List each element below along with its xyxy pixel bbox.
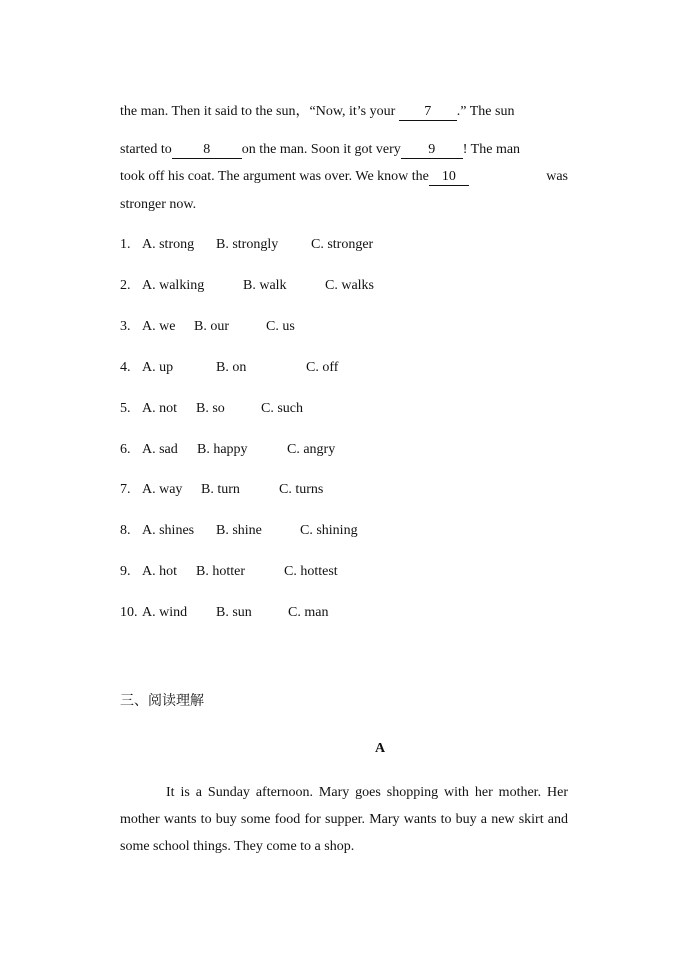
option-b: B. sun <box>216 605 252 620</box>
option-c: C. hottest <box>284 564 338 579</box>
cloze-line-3 <box>120 163 568 190</box>
option-row <box>120 562 520 582</box>
cloze-text: on the man. Soon it got very <box>241 142 401 157</box>
option-num: 1. <box>120 237 131 252</box>
option-b: B. walk <box>243 278 287 293</box>
option-a: A. shines <box>142 523 195 538</box>
option-num: 6. <box>120 442 131 457</box>
option-c: C. walks <box>325 278 374 293</box>
option-row <box>120 480 520 500</box>
option-num: 2. <box>120 278 131 293</box>
option-b: B. our <box>194 319 229 334</box>
option-num: 4. <box>120 360 131 375</box>
option-c: C. man <box>288 605 329 620</box>
option-c: C. shining <box>300 523 358 538</box>
option-c: C. stronger <box>311 237 374 252</box>
option-row <box>120 276 520 296</box>
option-row <box>120 440 520 460</box>
blank-9: 9 <box>401 142 463 159</box>
option-b: B. turn <box>201 482 240 497</box>
option-a: A. way <box>142 482 183 497</box>
option-row <box>120 521 520 541</box>
option-c: C. angry <box>287 442 336 457</box>
option-num: 5. <box>120 401 131 416</box>
option-num: 10. <box>120 605 138 620</box>
blank-10: 10 <box>429 169 469 186</box>
option-a: A. we <box>142 319 176 334</box>
option-a: A. sad <box>142 442 178 457</box>
option-b: B. so <box>196 401 225 416</box>
cloze-text: started to <box>120 142 172 157</box>
option-row <box>120 235 520 255</box>
option-row <box>120 358 520 378</box>
option-c: C. such <box>261 401 303 416</box>
cloze-text: the man. Then it said to the sun，“Now, it’s your <box>120 104 396 119</box>
cloze-line-4: stronger now. <box>120 197 197 212</box>
passage-text <box>120 779 568 860</box>
option-num: 8. <box>120 523 131 538</box>
cloze-text: was <box>546 169 568 184</box>
option-c: C. turns <box>279 482 324 497</box>
option-a: A. wind <box>142 605 188 620</box>
option-a: A. not <box>142 401 177 416</box>
cloze-line-2 <box>120 136 568 163</box>
option-b: B. strongly <box>216 237 279 252</box>
cloze-line-1 <box>120 98 566 125</box>
option-a: A. walking <box>142 278 205 293</box>
cloze-text: took off his coat. The argument was over. We know the <box>120 169 429 184</box>
option-row <box>120 399 520 419</box>
option-row <box>120 317 520 337</box>
option-b: B. shine <box>216 523 262 538</box>
option-a: A. hot <box>142 564 177 579</box>
passage-title: A <box>374 741 386 756</box>
option-a: A. up <box>142 360 174 375</box>
option-num: 9. <box>120 564 131 579</box>
option-row <box>120 603 520 623</box>
blank-8: 8 <box>172 142 242 159</box>
option-a: A. strong <box>142 237 195 252</box>
blank-7: 7 <box>399 104 457 121</box>
cloze-text: .” The sun <box>456 104 515 119</box>
option-b: B. on <box>216 360 247 375</box>
option-b: B. hotter <box>196 564 245 579</box>
cloze-text: ! The man <box>462 142 521 157</box>
option-num: 3. <box>120 319 131 334</box>
option-c: C. off <box>306 360 339 375</box>
option-c: C. us <box>266 319 295 334</box>
option-num: 7. <box>120 482 131 497</box>
passage-body: It is a Sunday afternoon. Mary goes shopping with her mother. Her mother wants to buy some food for supper. Mary wants to buy a new skirt and some school things. They come to a shop. <box>120 785 568 854</box>
option-b: B. happy <box>197 442 248 457</box>
section-title: 三、阅读理解 <box>120 693 204 709</box>
